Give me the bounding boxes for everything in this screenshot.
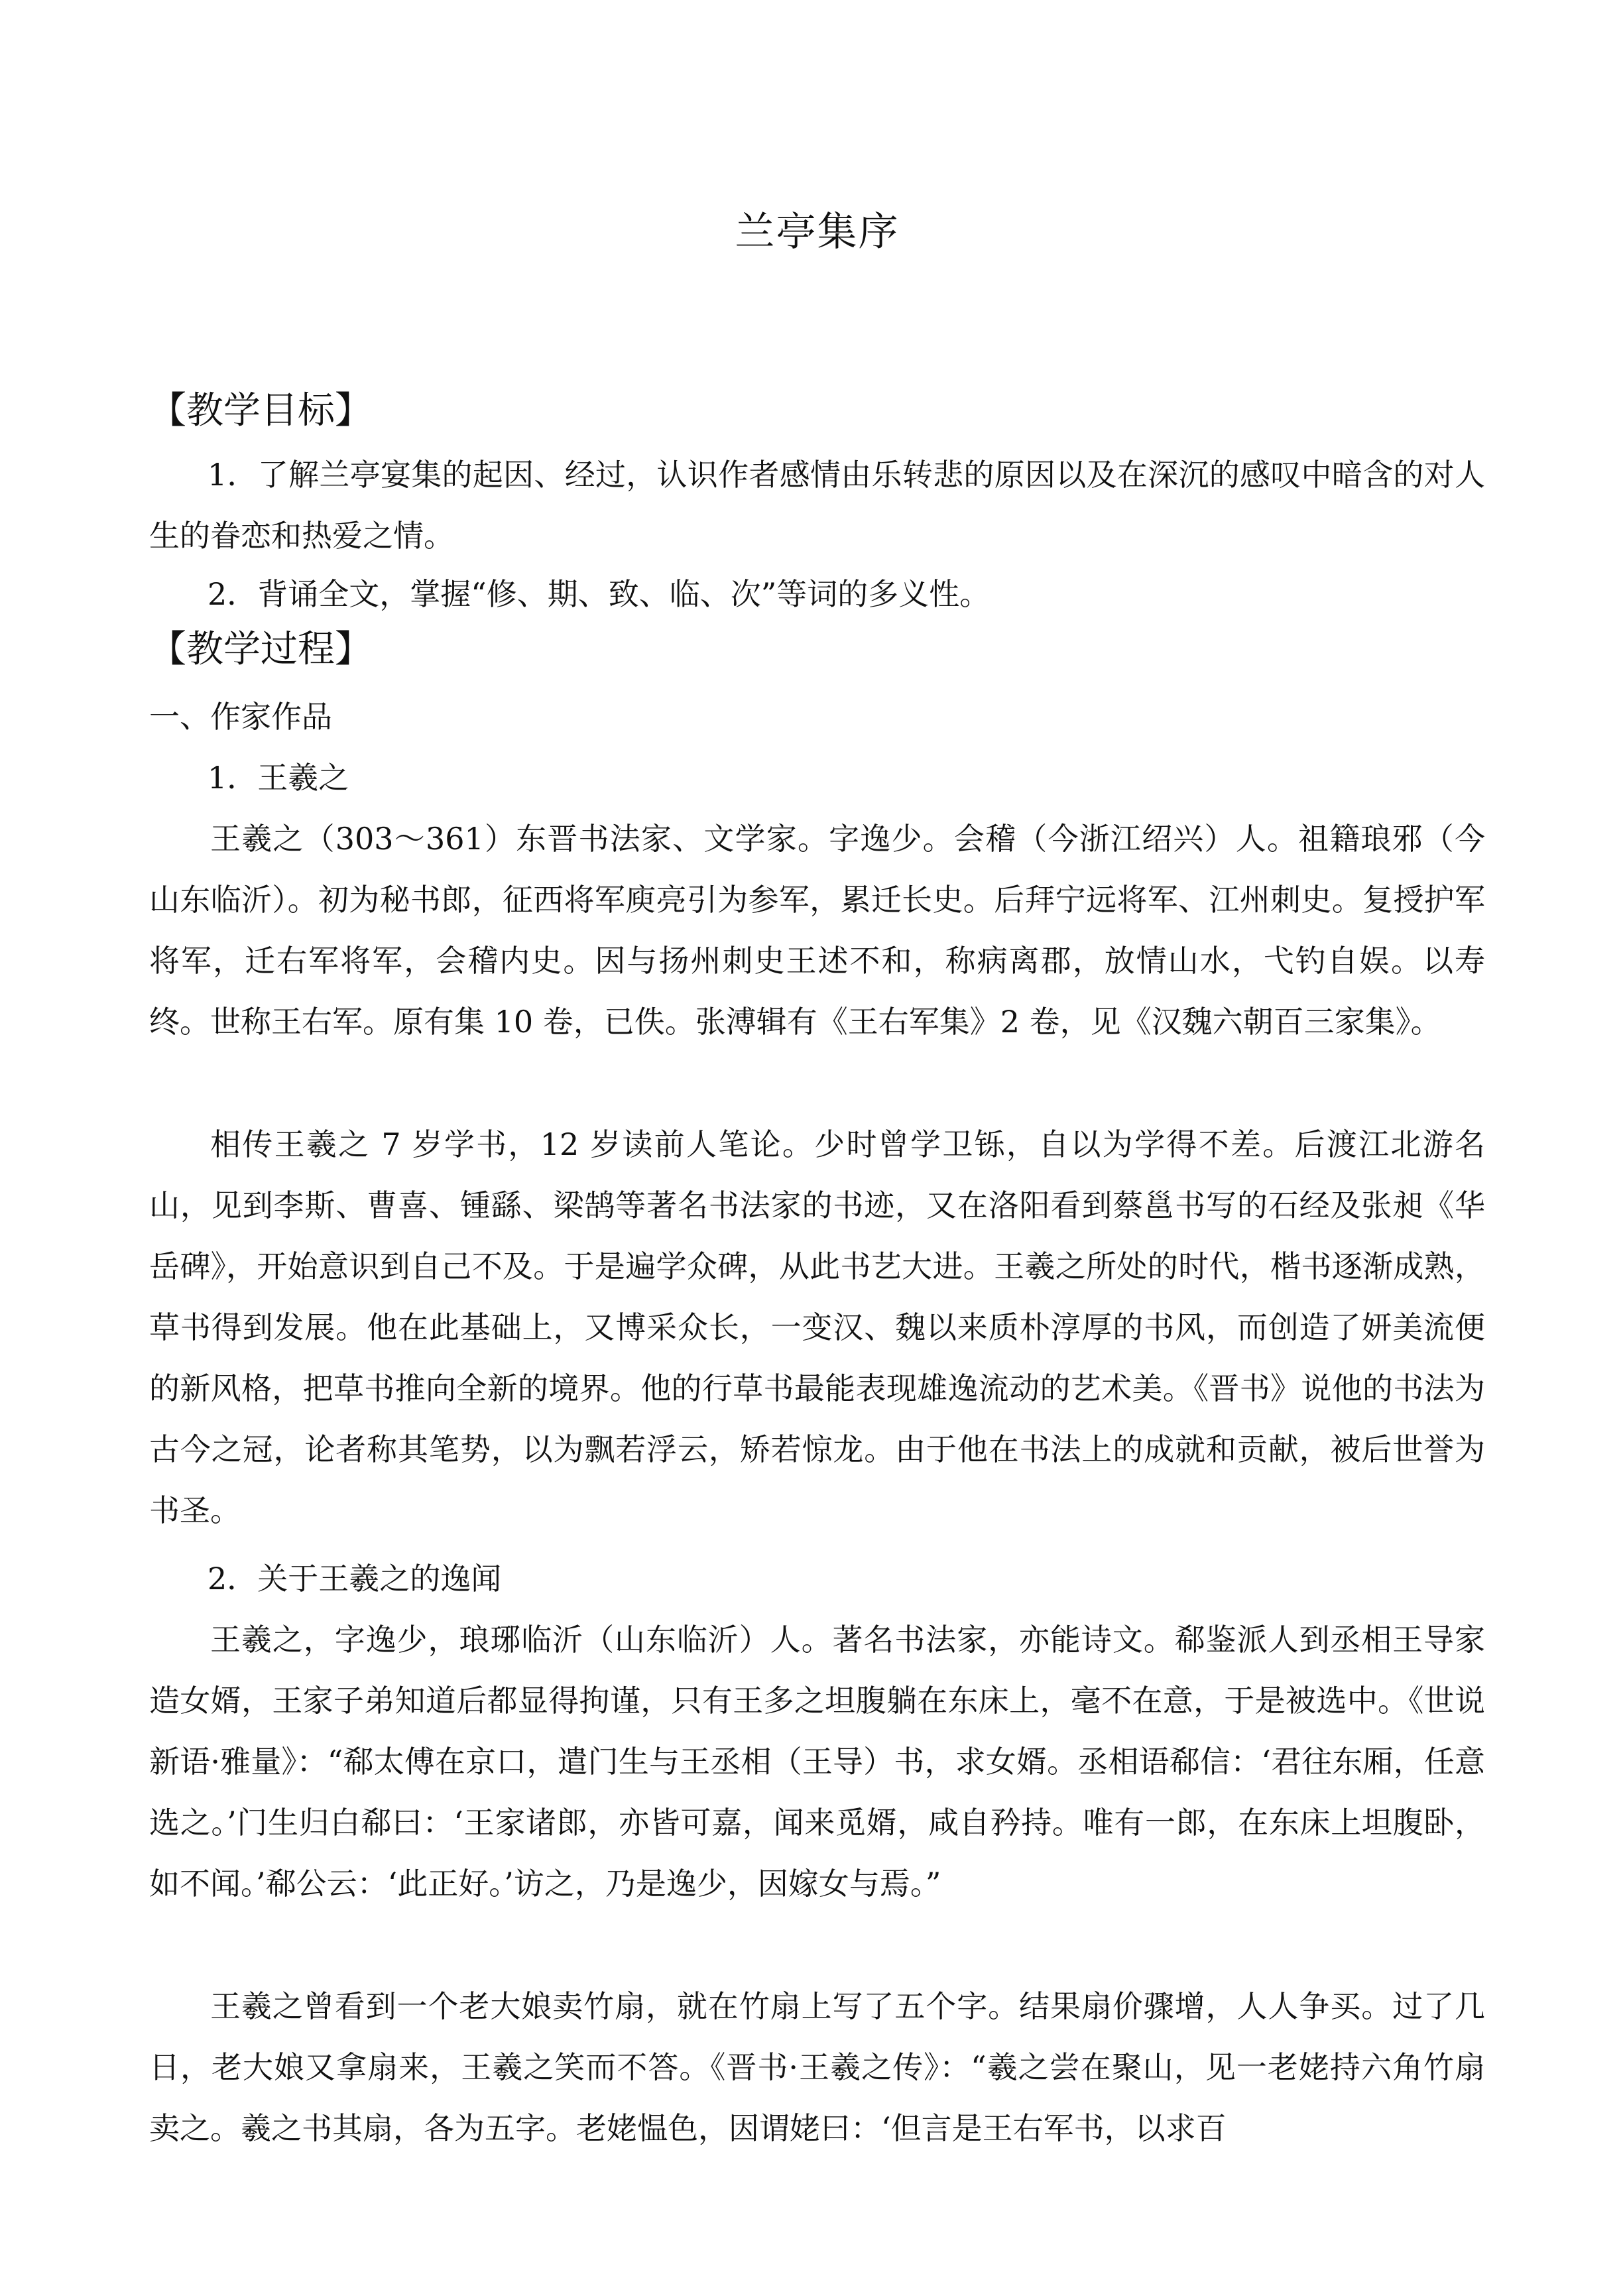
calligraphy-legend-paragraph: 相传王羲之 7 岁学书，12 岁读前人笔论。少时曾学卫铄，自以为学得不差。后渡江北游名山，见到李斯、曹喜、锺繇、梁鹄等著名书法家的书迹，又在洛阳看到蔡邕书写的石经及张昶《华岳碑》，开始意识到自己不及。于是遍学众碑，从此书艺大进。王羲之所处的时代，楷书逐渐成熟，草书得到发展。他在此基础上，又博采众长，一变汉、魏以来质朴淳厚的书风，而创造了妍美流便的新风格，把草书推向全新的境界。他的行草书最能表现雄逸流动的艺术美。《晋书》说他的书法为古今之冠，论者称其笔势，以为飘若浮云，矫若惊龙。由于他在书法上的成就和贡献，被后世誉为书圣。 [149,1126,1485,1528]
goal-item-1: 1．了解兰亭宴集的起因、经过，认识作者感情由乐转悲的原因以及在深沉的感叹中暗含的对人生的眷恋和热爱之情。 [149,457,1485,554]
subsection-wang-xizhi: 1．王羲之 [208,760,349,796]
goal-item-2: 2．背诵全文，掌握“修、期、致、临、次”等词的多义性。 [208,576,991,612]
section-author-works: 一、作家作品 [149,699,332,735]
anecdote-paragraph-1: 王羲之，字逸少，琅琊临沂（山东临沂）人。著名书法家，亦能诗文。郗鉴派人到丞相王导家造女婿，王家子弟知道后都显得拘谨，只有王多之坦腹躺在东床上，毫不在意，于是被选中。《世说新语·雅量》：“郗太傅在京口，遣门生与王丞相（王导）书，求女婿。丞相语郗信：‘君往东厢，任意选之。’门生归白郗曰：‘王家诸郎，亦皆可嘉，闻来觅婿，咸自矜持。唯有一郎，在东床上坦腹卧，如不闻。’郗公云：‘此正好。’访之，乃是逸少，因嫁女与焉。” [149,1622,1485,1902]
document-title: 兰亭集序 [735,209,900,255]
teaching-process-heading: 【教学过程】 [149,628,372,671]
anecdote-paragraph-2: 王羲之曾看到一个老大娘卖竹扇，就在竹扇上写了五个字。结果扇价骤增，人人争买。过了几日，老大娘又拿扇来，王羲之笑而不答。《晋书·王羲之传》：“羲之尝在聚山，见一老姥持六角竹扇卖之。羲之书其扇，各为五字。老姥愠色，因谓姥曰：‘但言是王右军书，以求百 [149,1988,1485,2146]
biography-paragraph: 王羲之（303～361）东晋书法家、文学家。字逸少。会稽（今浙江绍兴）人。祖籍琅邪（今山东临沂）。初为秘书郎，征西将军庾亮引为参军，累迁长史。后拜宁远将军、江州刺史。复授护军将军，迁右军将军，会稽内史。因与扬州刺史王述不和，称病离郡，放情山水，弋钓自娱。以寿终。世称王右军。原有集 10 卷，已佚。张溥辑有《王右军集》2 卷，见《汉魏六朝百三家集》。 [149,821,1485,1040]
subsection-anecdotes: 2．关于王羲之的逸闻 [208,1561,502,1597]
teaching-goals-heading: 【教学目标】 [149,389,372,432]
